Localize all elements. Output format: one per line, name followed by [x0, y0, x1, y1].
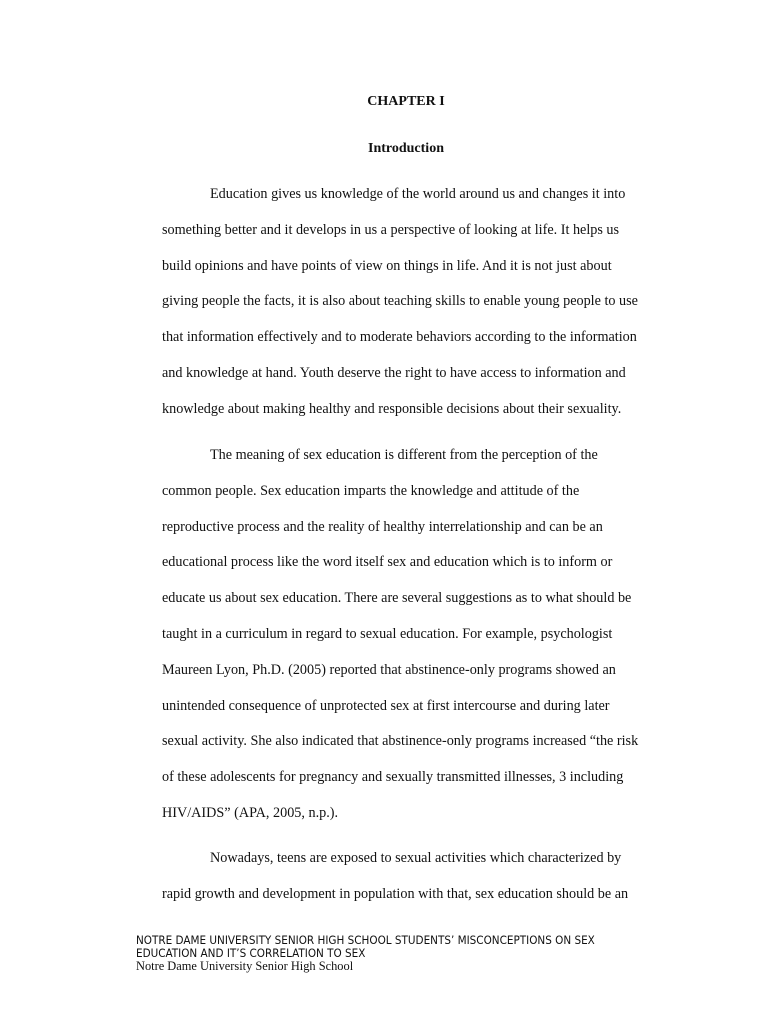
paragraph-line: common people. Sex education imparts the knowledge and attitude of the	[162, 482, 580, 499]
paragraph-line: educational process like the word itself sex and education which is to inform or	[162, 554, 613, 571]
chapter-heading: CHAPTER I	[367, 94, 445, 109]
paragraph-line: sexual activity. She also indicated that abstinence-only programs increased “the risk	[162, 733, 639, 750]
paragraph-line: build opinions and have points of view on things in life. And it is not just about	[162, 257, 612, 274]
section-title: Introduction	[368, 141, 444, 156]
paragraph-line: Maureen Lyon, Ph.D. (2005) reported that abstinence-only programs showed an	[162, 661, 616, 678]
paragraph-line: taught in a curriculum in regard to sexual education. For example, psychologist	[162, 625, 613, 642]
paragraph-line: reproductive process and the reality of healthy interrelationship and can be an	[162, 518, 603, 535]
paragraph-line: giving people the facts, it is also about teaching skills to enable young people to use	[162, 293, 638, 310]
paragraph-line: The meaning of sex education is different from the perception of the	[210, 447, 598, 463]
footer-title-line-2: EDUCATION AND IT’S CORRELATION TO SEX	[136, 946, 366, 960]
page-footer	[136, 934, 696, 973]
footer-title-line-1: NOTRE DAME UNIVERSITY SENIOR HIGH SCHOOL STUDENTS’ MISCONCEPTIONS ON SEX	[136, 933, 595, 947]
paragraph-line: educate us about sex education. There are several suggestions as to what should be	[162, 590, 632, 607]
paragraph-line: that information effectively and to moderate behaviors according to the information	[162, 329, 637, 346]
paragraph-line: Nowadays, teens are exposed to sexual activities which characterized by	[210, 850, 622, 866]
paragraph-3	[162, 850, 682, 922]
paragraph-line: and knowledge at hand. Youth deserve the right to have access to information and	[162, 364, 626, 381]
paragraph-line: HIV/AIDS” (APA, 2005, n.p.).	[162, 804, 339, 821]
paragraph-line: Education gives us knowledge of the world around us and changes it into	[210, 186, 626, 202]
paragraph-line: unintended consequence of unprotected sex at first intercourse and during later	[162, 697, 610, 714]
paragraph-line: of these adolescents for pregnancy and sexually transmitted illnesses, 3 including	[162, 769, 624, 786]
paragraph-2	[162, 447, 682, 841]
paragraph-line: something better and it develops in us a perspective of looking at life. It helps us	[162, 221, 620, 238]
footer-institution: Notre Dame University Senior High School	[136, 959, 354, 973]
paragraph-1	[162, 186, 682, 437]
paragraph-line: knowledge about making healthy and responsible decisions about their sexuality.	[162, 400, 622, 417]
paragraph-line: rapid growth and development in population with that, sex education should be an	[162, 885, 629, 902]
